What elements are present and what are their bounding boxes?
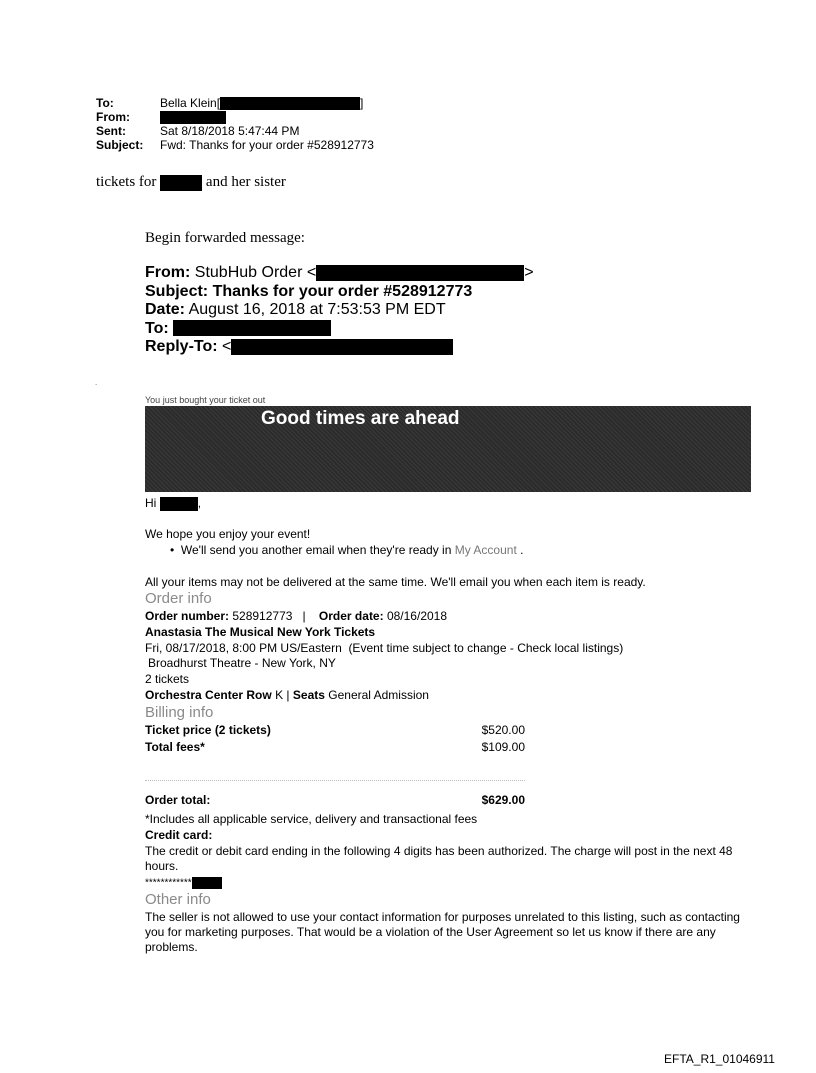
from-label: From: [96,110,130,124]
event-time: Fri, 08/17/2018, 8:00 PM US/Eastern (Event time subject to change - Check local listings) [145,641,624,655]
sent-value: Sat 8/18/2018 5:47:44 PM [160,124,300,138]
to-close: ] [360,96,364,110]
fees-label: Total fees* [145,740,205,754]
seat-section: Orchestra Center [145,688,244,702]
bullet-end: . [520,543,524,557]
fwd-date-value: August 16, 2018 at 7:53:53 PM EDT [188,301,446,318]
fwd-from-close: > [524,264,534,281]
ticket-price-row [145,723,525,737]
order-total-label: Order total: [145,793,211,807]
credit-card-label: Credit card: [145,828,213,842]
credit-card-text: The credit or debit card ending in the following 4 digits has been authorized. The charge will post in the next 48 hours. [145,844,733,873]
my-account-link[interactable]: My Account [454,543,517,557]
to-label: To: [96,96,114,110]
fwd-replyto-value: < [222,338,232,355]
fwd-replyto-label: Reply-To: [145,338,218,355]
order-number-value: 528912773 [232,609,293,623]
ticket-price-label: Ticket price (2 tickets) [145,723,271,737]
greeting [145,496,201,511]
order-date-label: Order date: [318,609,384,623]
redaction-block [160,497,198,511]
greeting-hi: Hi [145,496,157,510]
subject-value: Fwd: Thanks for your order #528912773 [160,138,374,152]
seat-row-label: Row [246,688,272,702]
greeting-comma: , [197,496,202,510]
seats-label: Seats [292,688,325,702]
redaction-block [173,320,331,336]
total-divider [145,780,525,781]
email-header [96,96,374,152]
order-sep: | [302,609,306,623]
bullet-item [170,543,523,558]
event-title: Anastasia The Musical New York Tickets [145,625,376,639]
personal-note [96,174,286,191]
fees-value: $109.00 [481,740,525,754]
forwarded-header [145,264,534,357]
note-after: and her sister [205,174,286,190]
other-info-text: The seller is not allowed to use your contact information for purposes unrelated to this listing, such as contacting you for marketing purposes. That would be a violation of the User Agreement so let us know if there are any problems. [145,910,740,954]
ticket-price-value: $520.00 [481,723,525,737]
fees-note: *Includes all applicable service, delivery and transactional fees [145,812,478,826]
forward-intro: Begin forwarded message: [145,230,305,246]
redaction-block [192,877,222,889]
order-date-value: 08/16/2018 [386,609,448,623]
hero-banner [145,406,751,492]
order-number-row [145,609,447,624]
fwd-subject-value: Thanks for your order #528912773 [212,282,473,300]
redaction-block [220,97,360,110]
venue: Broadhurst Theatre - New York, NY [148,656,336,670]
ticket-qty: 2 tickets [145,672,190,686]
bullet-text: We'll send you another email when they're ready in [180,543,452,557]
card-mask [145,877,222,889]
to-name: Bella Klein[ [160,96,221,110]
order-total-value: $629.00 [481,793,525,807]
enjoy-text: We hope you enjoy your event! [145,527,311,541]
redaction-block [231,339,453,355]
banner-title: Good times are ahead [261,408,460,429]
order-total-row [145,793,525,807]
document-id: EFTA_R1_01046911 [664,1052,775,1066]
redaction-block [316,265,524,281]
other-info-heading: Other info [145,891,211,908]
stray-dot: . [95,378,98,387]
seat-row [145,688,429,703]
preheader-text: You just bought your ticket out [145,395,266,405]
fwd-from-label: From: [145,264,191,281]
note-before: tickets for [96,174,157,190]
billing-info-heading: Billing info [145,704,214,721]
redaction-block [160,175,202,191]
fwd-date-label: Date: [145,301,186,318]
fwd-from-value: StubHub Order < [194,264,317,281]
bullet-glyph: • [170,543,178,557]
order-info-heading: Order info [145,590,212,607]
order-number-label: Order number: [145,609,230,623]
fwd-to-label: To: [145,319,169,337]
subject-label: Subject: [96,138,144,152]
seat-row-value: K | [275,688,290,702]
delivery-note: All your items may not be delivered at the same time. We'll email you when each item is ready. [145,575,646,589]
seats-value: General Admission [328,688,429,702]
fwd-subject-label: Subject: [145,282,209,300]
sent-label: Sent: [96,124,126,138]
redaction-block [160,111,226,124]
card-mask-stars: ************ [145,877,192,889]
fees-row [145,740,525,754]
